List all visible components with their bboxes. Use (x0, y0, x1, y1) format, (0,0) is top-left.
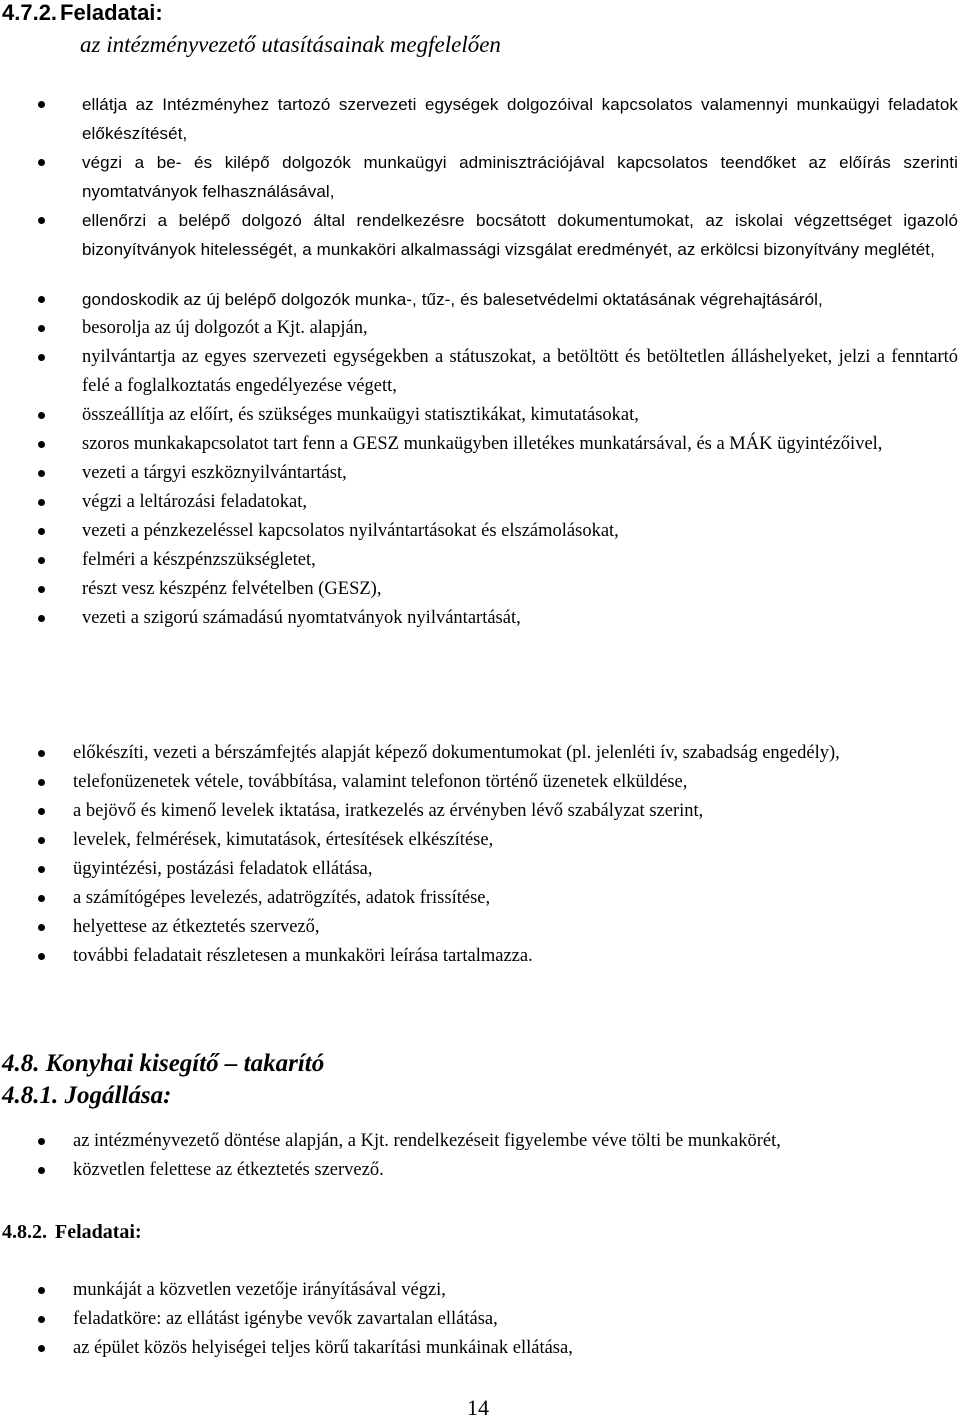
list-item: felméri a készpénzszükségletet, (82, 546, 958, 575)
list-item: telefonüzenetek vétele, továbbítása, valamint telefonon történő üzenetek elküldése, (73, 768, 958, 797)
list-item: helyettese az étkeztetés szervező, (73, 913, 958, 942)
list-item: gondoskodik az új belépő dolgozók munka-, tűz-, és balesetvédelmi oktatásának végrehajtásáról, (82, 285, 958, 314)
list-item: ellátja az Intézményhez tartozó szervezeti egységek dolgozóival kapcsolatos valamennyi munkaügyi feladatok előkészítését, (82, 90, 958, 148)
section-4-8-heading: 4.8. Konyhai kisegítő – takarító (2, 1050, 325, 1077)
section-number: 4.8.2. (2, 1221, 47, 1243)
legal-status-list (73, 1127, 958, 1185)
duties-list-4-7-2 (82, 90, 958, 633)
list-item: az épület közös helyiségei teljes körű takarítási munkáinak ellátása, (73, 1334, 958, 1363)
list-item: ügyintézési, postázási feladatok ellátása, (73, 855, 958, 884)
list-item: végzi a leltározási feladatokat, (82, 488, 958, 517)
section-4-7-2-heading (2, 0, 163, 26)
list-item: végzi a be- és kilépő dolgozók munkaügyi adminisztrációjával kapcsolatos teendőket az előírás szerinti nyomtatványok felhasználásával, (82, 148, 958, 206)
section-4-8-2-heading (2, 1219, 142, 1245)
list-item: vezeti a pénzkezeléssel kapcsolatos nyilvántartásokat és elszámolásokat, (82, 517, 958, 546)
list-item: további feladatait részletesen a munkaköri leírása tartalmazza. (73, 942, 958, 971)
section-title: Feladatai: (60, 0, 163, 25)
list-item: munkáját a közvetlen vezetője irányításával végzi, (73, 1276, 958, 1305)
list-item: az intézményvezető döntése alapján, a Kjt. rendelkezéseit figyelembe véve tölti be munkakörét, (73, 1127, 958, 1156)
list-item: a számítógépes levelezés, adatrögzítés, adatok frissítése, (73, 884, 958, 913)
section-subtitle: az intézményvezető utasításainak megfelelően (80, 32, 501, 57)
section-number: 4.7.2. (2, 0, 58, 25)
list-item: előkészíti, vezeti a bérszámfejtés alapját képező dokumentumokat (pl. jelenléti ív, szabadság engedély), (73, 739, 958, 768)
list-item: részt vesz készpénz felvételben (GESZ), (82, 575, 958, 604)
list-item: nyilvántartja az egyes szervezeti egységekben a státuszokat, a betöltött és betöltetlen álláshelyeket, jelzi a fenntartó felé a foglalkoztatás engedélyezése végett, (82, 343, 958, 401)
list-item: vezeti a szigorú számadású nyomtatványok nyilvántartását, (82, 604, 958, 633)
duties-list-4-8-2 (73, 1276, 958, 1363)
list-item: a bejövő és kimenő levelek iktatása, iratkezelés az érvényben lévő szabályzat szerint, (73, 797, 958, 826)
section-4-8-1-heading: 4.8.1. Jogállása: (2, 1082, 172, 1109)
list-item: szoros munkakapcsolatot tart fenn a GESZ munkaügyben illetékes munkatársával, és a MÁK ügyintézőivel, (82, 430, 958, 459)
list-item: összeállítja az előírt, és szükséges munkaügyi statisztikákat, kimutatásokat, (82, 401, 958, 430)
list-item: közvetlen felettese az étkeztetés szervező. (73, 1156, 958, 1185)
list-item: levelek, felmérések, kimutatások, értesítések elkészítése, (73, 826, 958, 855)
section-title: Feladatai: (55, 1221, 142, 1243)
duties-list-4-7-2-continued (73, 739, 958, 971)
list-item: besorolja az új dolgozót a Kjt. alapján, (82, 314, 958, 343)
list-item: vezeti a tárgyi eszköznyilvántartást, (82, 459, 958, 488)
list-item: ellenőrzi a belépő dolgozó által rendelkezésre bocsátott dokumentumokat, az iskolai végzettséget igazoló bizonyítványok hitelességét, a munkaköri alkalmassági vizsgálat eredményét, az erkölcsi bizonyítvány meglétét, (82, 206, 958, 264)
list-item: feladatköre: az ellátást igénybe vevők zavartalan ellátása, (73, 1305, 958, 1334)
page-number: 14 (467, 1395, 489, 1420)
